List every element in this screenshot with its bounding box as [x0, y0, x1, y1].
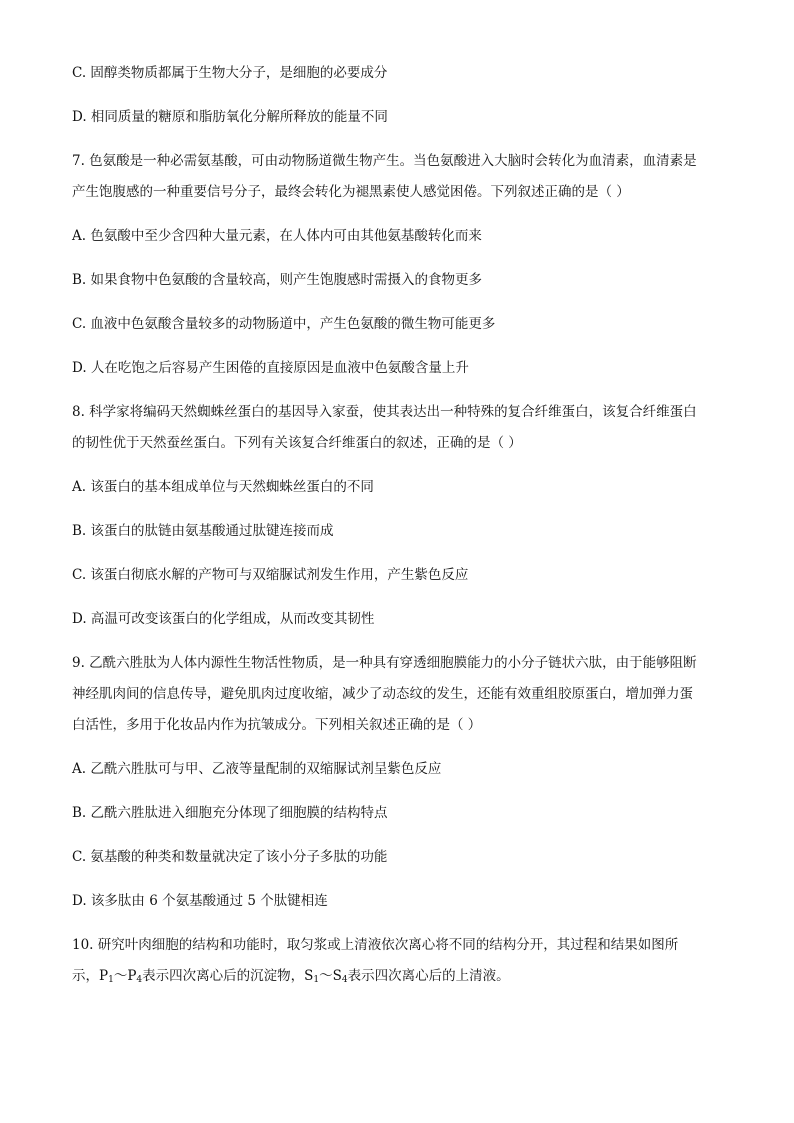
- q9-option-b: B. 乙酰六胜肽进入细胞充分体现了细胞膜的结构特点: [72, 805, 388, 821]
- q9-stem-line: 白活性，多用于化妆品内作为抗皱成分。下列相关叙述正确的是（ ）: [72, 717, 482, 733]
- q10-stem-line: 10. 研究叶肉细胞的结构和功能时，取匀浆或上清液依次离心将不同的结构分开，其过程和结果如图所: [72, 937, 679, 953]
- q10-subscript: 1: [108, 975, 114, 985]
- q9-stem-line: 神经肌肉间的信息传导，避免肌肉过度收缩，减少了动态纹的发生，还能有效重组胶原蛋白，增加弹力蛋: [72, 686, 693, 702]
- q8-stem-line: 的韧性优于天然蚕丝蛋白。下列有关该复合纤维蛋白的叙述，正确的是（ ）: [72, 435, 522, 451]
- exam-page: [72, 62, 732, 1009]
- q8-option-a: A. 该蛋白的基本组成单位与天然蜘蛛丝蛋白的不同: [72, 479, 374, 495]
- q10-text: 示，: [72, 968, 99, 984]
- q9-option-a: A. 乙酰六胜肽可与甲、乙液等量配制的双缩脲试剂呈紫色反应: [72, 761, 442, 777]
- q6-option-d: D. 相同质量的糖原和脂肪氧化分解所释放的能量不同: [72, 109, 388, 125]
- q8-option-b: B. 该蛋白的肽链由氨基酸通过肽键连接而成: [72, 523, 334, 539]
- q10-stem-line-2: [72, 965, 732, 987]
- q10-text: 表示四次离心后的沉淀物，S: [142, 968, 314, 984]
- q7-stem-line: 7. 色氨酸是一种必需氨基酸，可由动物肠道微生物产生。当色氨酸进入大脑时会转化为血清素，血清素是: [72, 153, 697, 169]
- q10-subscript: 1: [313, 975, 320, 985]
- q9-stem-line: 9. 乙酰六胜肽为人体内源性生物活性物质，是一种具有穿透细胞膜能力的小分子链状六肽，由于能够阻断: [72, 655, 697, 671]
- q7-option-c: C. 血液中色氨酸含量较多的动物肠道中，产生色氨酸的微生物可能更多: [72, 316, 496, 332]
- q10-text: 表示四次离心后的上清液。: [347, 968, 510, 984]
- q6-option-c: C. 固醇类物质都属于生物大分子，是细胞的必要成分: [72, 65, 388, 81]
- q10-stem: [72, 934, 732, 987]
- q7-stem: [72, 150, 732, 203]
- q7-stem-line: 产生饱腹感的一种重要信号分子，最终会转化为褪黑素使人感觉困倦。下列叙述正确的是（ ）: [72, 184, 630, 200]
- q8-stem: [72, 401, 732, 454]
- q10-text: ～P: [113, 968, 137, 984]
- q8-stem-line: 8. 科学家将编码天然蜘蛛丝蛋白的基因导入家蚕，使其表达出一种特殊的复合纤维蛋白，该复合纤维蛋白: [72, 404, 697, 420]
- q9-option-c: C. 氨基酸的种类和数量就决定了该小分子多肽的功能: [72, 849, 388, 865]
- q7-option-d: D. 人在吃饱之后容易产生困倦的直接原因是血液中色氨酸含量上升: [72, 360, 469, 376]
- q7-option-a: A. 色氨酸中至少含四种大量元素，在人体内可由其他氨基酸转化而来: [72, 228, 482, 244]
- q10-subscript: 4: [341, 975, 348, 985]
- q10-text: P: [99, 968, 109, 984]
- q10-text: ～S: [319, 968, 342, 984]
- q10-subscript: 4: [136, 975, 143, 985]
- q9-option-d: D. 该多肽由 6 个氨基酸通过 5 个肽键相连: [72, 893, 328, 909]
- q8-option-d: D. 高温可改变该蛋白的化学组成，从而改变其韧性: [72, 611, 375, 627]
- q8-option-c: C. 该蛋白彻底水解的产物可与双缩脲试剂发生作用，产生紫色反应: [72, 567, 469, 583]
- q7-option-b: B. 如果食物中色氨酸的含量较高，则产生饱腹感时需摄入的食物更多: [72, 272, 483, 288]
- q9-stem: [72, 652, 732, 736]
